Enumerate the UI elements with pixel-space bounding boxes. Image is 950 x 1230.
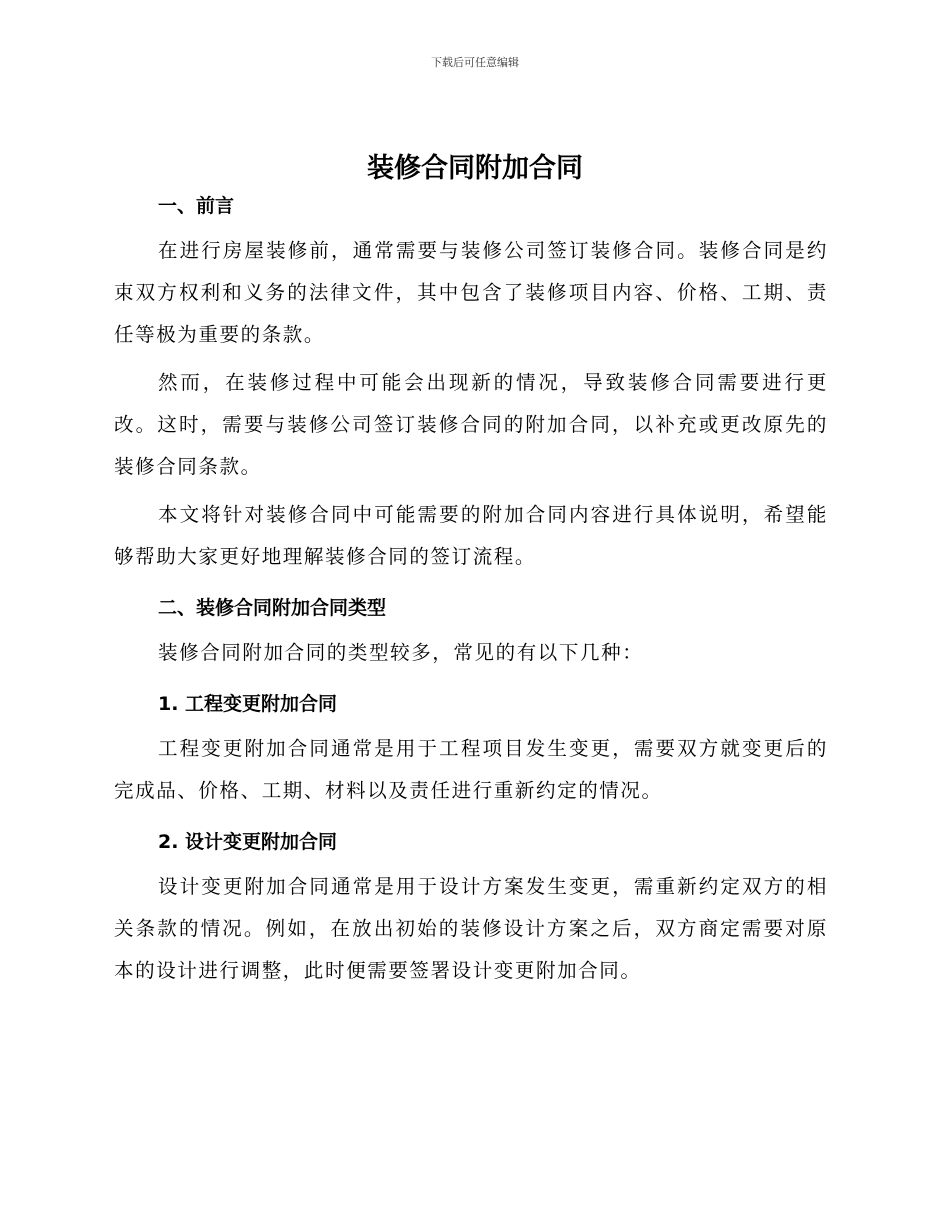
- paragraph-preface-1: 在进行房屋装修前，通常需要与装修公司签订装修合同。装修合同是约束双方权利和义务的法律文件，其中包含了装修项目内容、价格、工期、责任等极为重要的条款。: [114, 239, 828, 346]
- paragraph-type-2: 设计变更附加合同通常是用于设计方案发生变更，需重新约定双方的相关条款的情况。例如，在放出初始的装修设计方案之后，双方商定需要对原本的设计进行调整，此时便需要签署设计变更附加合同。: [114, 875, 828, 982]
- header-note: 下载后可任意编辑: [431, 56, 519, 69]
- document-body: [114, 190, 828, 992]
- paragraph-types-intro: 装修合同附加合同的类型较多，常见的有以下几种：: [158, 641, 644, 664]
- paragraph-type-1: 工程变更附加合同通常是用于工程项目发生变更，需要双方就变更后的完成品、价格、工期、材料以及责任进行重新约定的情况。: [114, 737, 828, 802]
- section-heading-types: 二、装修合同附加合同类型: [158, 597, 387, 619]
- document-title: 装修合同附加合同: [367, 153, 583, 184]
- paragraph-preface-2: 然而，在装修过程中可能会出现新的情况，导致装修合同需要进行更改。这时，需要与装修公司签订装修合同的附加合同，以补充或更改原先的装修合同条款。: [114, 371, 828, 478]
- subheading-type-2: 2. 设计变更附加合同: [158, 831, 338, 853]
- subheading-type-1: 1. 工程变更附加合同: [158, 693, 338, 715]
- section-heading-preface: 一、前言: [158, 195, 235, 217]
- paragraph-preface-3: 本文将针对装修合同中可能需要的附加合同内容进行具体说明，希望能够帮助大家更好地理解装修合同的签订流程。: [114, 503, 828, 568]
